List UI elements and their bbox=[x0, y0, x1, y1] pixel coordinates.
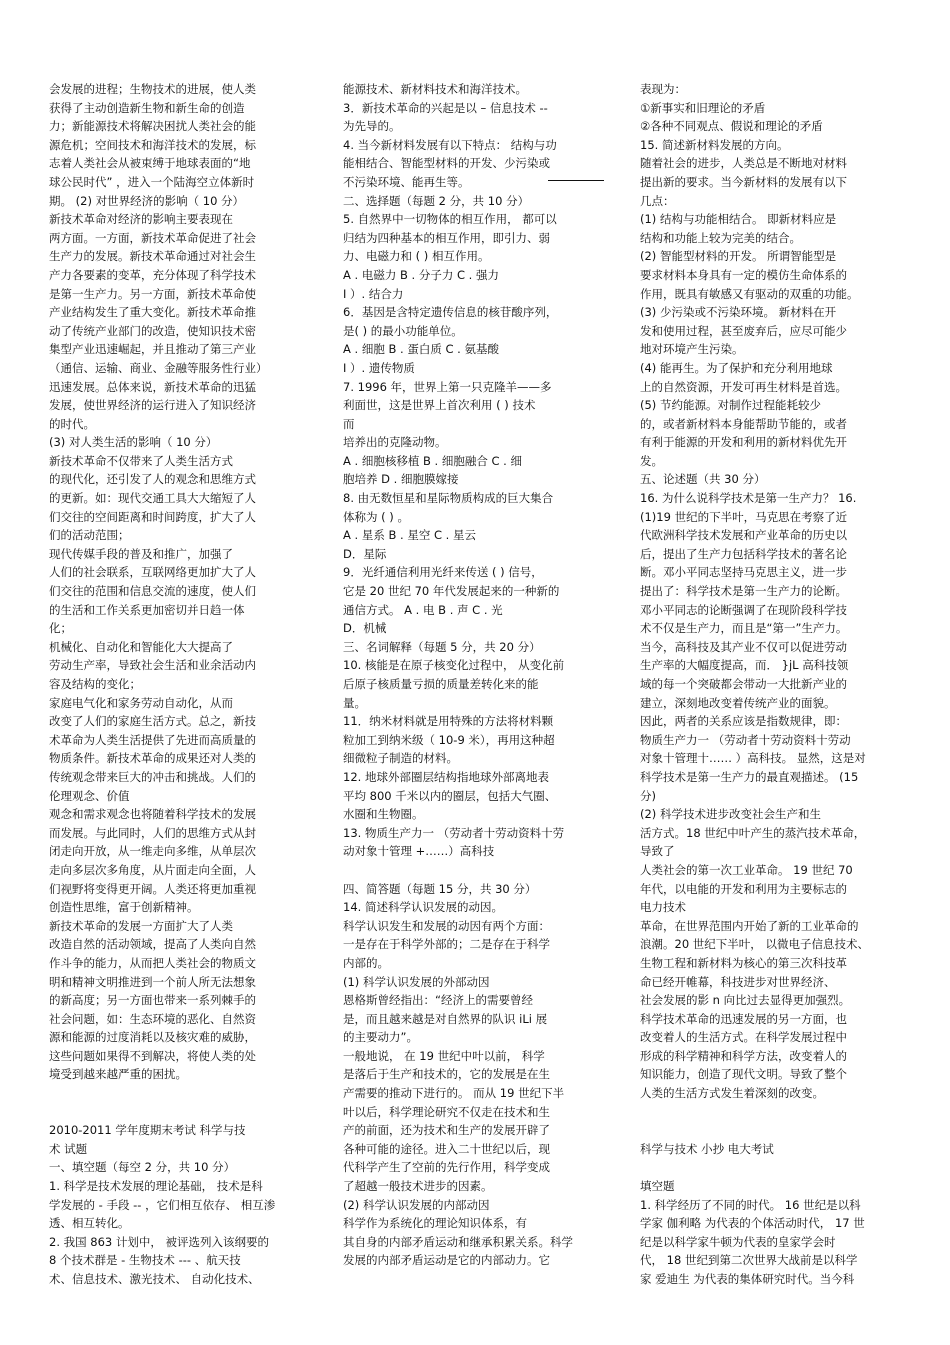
text-line: I ）. 结合力 bbox=[343, 286, 404, 301]
text-line: 浪潮。20 世纪下半叶， 以微电子信息技术、 bbox=[640, 937, 869, 952]
text-line: 学家 伽利略 为代表的个体活动时代， 17 世 bbox=[640, 1216, 865, 1231]
text-line: (2) 智能型材料的开发。 所谓智能型是 bbox=[640, 249, 837, 264]
text-line: 了超越一般技术进步的因素。 bbox=[343, 1179, 493, 1194]
text-line: 二、选择题（每题 2 分，共 10 分） bbox=[343, 193, 530, 208]
text-line: 6．基因是含特定遗传信息的核苷酸序列， bbox=[343, 305, 558, 320]
text-line: 分) bbox=[640, 788, 656, 803]
text-line: 的生活和工作关系更加密切并日趋一体 bbox=[49, 602, 245, 617]
text-line: 走向多层次多角度，从片面走向全面，人 bbox=[49, 862, 256, 877]
text-line: 1. 科学经历了不同的时代。 16 世纪是以科 bbox=[640, 1197, 861, 1212]
text-line: ①新事实和旧理论的矛盾 bbox=[640, 100, 766, 115]
text-line bbox=[343, 861, 608, 880]
text-line: 导致了 bbox=[640, 844, 675, 859]
text-line: A . 电磁力 B . 分子力 C . 强力 bbox=[343, 267, 499, 282]
text-line: (2) 科学认识发展的内部动因 bbox=[343, 1197, 490, 1212]
text-line: A . 细胞 B . 蛋白质 C . 氨基酸 bbox=[343, 342, 499, 357]
text-line: 集型产业迅速崛起，并且推动了第三产业 bbox=[49, 342, 256, 357]
text-line: 两方面。一方面，新技术革命促进了社会 bbox=[49, 230, 256, 245]
text-line: (5) 节约能源。对制作过程能耗较少 bbox=[640, 398, 821, 413]
text-line: 生产力的发展。新技术革命通过对社会生 bbox=[49, 249, 256, 264]
text-line: 归结为四种基本的相互作用，即引力、弱 bbox=[343, 230, 550, 245]
text-line: 生物工程和新材料为核心的第三次科技革 bbox=[640, 955, 847, 970]
text-line: 代欧洲科学技术发展和产业革命的历史以 bbox=[640, 528, 847, 543]
text-line: 能相结合、智能型材料的开发、少污染或 bbox=[343, 156, 550, 171]
text-line: 源危机；空间技术和海洋技术的发展，标 bbox=[49, 137, 256, 152]
text-line: 术 试题 bbox=[49, 1141, 88, 1156]
text-line: 们视野将变得更开阔。人类还将更加重视 bbox=[49, 881, 256, 896]
text-line: D．机械 bbox=[343, 621, 387, 636]
text-line: 改变着人的生活方式。在科学发展过程中 bbox=[640, 1030, 847, 1045]
text-line: 表现为： bbox=[640, 82, 686, 96]
text-line: 命已经开帷幕，科技进步对世界经济、 bbox=[640, 974, 836, 989]
text-line: 上的自然资源，开发可再生材料是首选。 bbox=[640, 379, 847, 394]
text-line: 结构和功能上较为完美的结合。 bbox=[640, 230, 801, 245]
text-line: 生产率的大幅度提高，而． }jL 高科技领 bbox=[640, 658, 849, 673]
text-line: 内部的。 bbox=[343, 955, 389, 970]
text-line: (3) 对人类生活的影响（ 10 分） bbox=[49, 435, 218, 450]
text-line: 产需要的推动下进行的。 而从 19 世纪下半 bbox=[343, 1086, 565, 1101]
text-line: 2010-2011 学年度期末考试 科学与技 bbox=[49, 1123, 246, 1138]
text-line: 代， 18 世纪到第二次世界大战前是以科学 bbox=[640, 1253, 858, 1268]
text-line: 7. 1996 年，世界上第一只克隆羊——多 bbox=[343, 379, 552, 394]
text-line: 后，提出了生产力包括科学技术的著名论 bbox=[640, 546, 847, 561]
text-line: 动了传统产业部门的改造，使知识技术密 bbox=[49, 323, 256, 338]
text-line: 提出新的要求。当今新材料的发展有以下 bbox=[640, 174, 847, 189]
text-line: 胞培养 D . 细胞膜嫁接 bbox=[343, 472, 459, 487]
text-line: 因此，两者的关系应该是指数规律，即： bbox=[640, 714, 847, 729]
text-line: 发展的内部矛盾运动是它的内部动力。它 bbox=[343, 1253, 550, 1268]
text-line: 化； bbox=[49, 621, 72, 636]
text-line: 提出了：科学技术是第一生产力的论断。 bbox=[640, 584, 847, 599]
text-line: 各种可能的途径。进入二十世纪以后，现 bbox=[343, 1141, 550, 1156]
text-line: A . 星系 B . 星空 C . 星云 bbox=[343, 528, 476, 543]
text-line: 邓小平同志的论断强调了在现阶段科学技 bbox=[640, 602, 847, 617]
text-line: D．星际 bbox=[343, 546, 387, 561]
text-line: 家庭电气化和家务劳动自动化，从而 bbox=[49, 695, 233, 710]
text-line: 它是 20 世纪 70 年代发展起来的一种新的 bbox=[343, 584, 560, 599]
text-line: 人类社会的第一次工业革命。 19 世纪 70 bbox=[640, 862, 853, 877]
text-line: 明和精神文明推进到一个前人所无法想象 bbox=[49, 974, 256, 989]
text-line: 8 个技术群是 - 生物技术 --- 、航天技 bbox=[49, 1253, 241, 1268]
text-line: 量。 bbox=[343, 695, 366, 710]
text-line: 期。 (2) 对世界经济的影响（ 10 分） bbox=[49, 193, 245, 208]
text-line: 人类的生活方式发生着深刻的改变。 bbox=[640, 1086, 824, 1101]
text-line: 革命，在世界范围内开始了新的工业革命的 bbox=[640, 918, 859, 933]
text-line: 一、填空题（每空 2 分，共 10 分） bbox=[49, 1160, 236, 1175]
text-line: (2) 科学技术进步改变社会生产和生 bbox=[640, 807, 821, 822]
text-line: 作用，既具有敏感又有驱动的双重的功能。 bbox=[640, 286, 859, 301]
text-line: (1)19 世纪的下半叶，马克思在考察了近 bbox=[640, 509, 848, 524]
text-line: 术、信息技术、激光技术、 自动化技术、 bbox=[49, 1272, 260, 1286]
text-line bbox=[49, 1084, 314, 1103]
text-line: 能源技术、新材料技术和海洋技术。 bbox=[343, 82, 527, 96]
text-line: 观念和需求观念也将随着科学技术的发展 bbox=[49, 807, 256, 822]
text-line: 人们的社会联系，互联网络更加扩大了人 bbox=[49, 565, 256, 580]
text-line: 获得了主动创造新生物和新生命的创造 bbox=[49, 100, 245, 115]
text-line: 的时代。 bbox=[49, 416, 95, 431]
text-line: 1. 科学是技术发展的理论基础， 技术是科 bbox=[49, 1179, 263, 1194]
text-line: 2. 我国 863 计划中， 被评选列入该纲要的 bbox=[49, 1234, 270, 1249]
text-line: 当今，高科技及其产业不仅可以促进劳动 bbox=[640, 639, 847, 654]
text-line: 改变了人们的家庭生活方式。总之，新技 bbox=[49, 714, 256, 729]
text-line: 叶以后，科学理论研究不仅走在技术和生 bbox=[343, 1104, 550, 1119]
text-line: 其自身的内部矛盾运动和继承积累关系。科学 bbox=[343, 1234, 573, 1249]
text-line: 们交往的空间距离和时间跨度，扩大了人 bbox=[49, 509, 256, 524]
text-line: 是，而且越来越是对自然界的队识 iLi 展 bbox=[343, 1011, 548, 1026]
text-line: 物质条件。新技术革命的成果还对人类的 bbox=[49, 751, 256, 766]
text-line: 而 bbox=[343, 416, 355, 431]
text-line: 产的前面，还为技术和生产的发展开辟了 bbox=[343, 1123, 550, 1138]
text-line: 新技术革命对经济的影响主要表现在 bbox=[49, 212, 233, 227]
text-line: 改造自然的活动领域，提高了人类向自然 bbox=[49, 937, 256, 952]
text-line: 8. 由无数恒星和星际物质构成的巨大集合 bbox=[343, 491, 554, 506]
text-line: 容及结构的变化； bbox=[49, 677, 141, 691]
text-line: 闭走向开放，从一维走向多维，从单层次 bbox=[49, 844, 256, 859]
text-line: 要求材料本身具有一定的模仿生命体系的 bbox=[640, 267, 847, 282]
text-line: 的，或者新材料本身能帮助节能的，或者 bbox=[640, 416, 847, 431]
text-line: 对象十管理十…… ）高科技。 显然，这是对 bbox=[640, 751, 866, 766]
text-line: 科学技术是第一生产力的最直观描述。 (15 bbox=[640, 769, 859, 784]
text-line: 科学作为系统化的理论知识体系，有 bbox=[343, 1216, 527, 1231]
text-line: 有利于能源的开发和利用的新材料优先开 bbox=[640, 435, 847, 450]
text-line: 劳动生产率，导致社会生活和业余活动内 bbox=[49, 658, 256, 673]
text-line: 境受到越来越严重的困扰。 bbox=[49, 1067, 187, 1082]
text-line: 粒加工到纳米级（ 10-9 米），再用这种超 bbox=[343, 732, 555, 747]
text-line: 动对象十管理 +……）高科技 bbox=[343, 844, 495, 859]
text-line: 三、名词解释（每题 5 分，共 20 分） bbox=[343, 639, 541, 654]
text-line: 产业结构发生了重大变化。新技术革命推 bbox=[49, 305, 256, 320]
text-line: 细微粒子制造的材料。 bbox=[343, 751, 458, 766]
column-left bbox=[49, 80, 314, 1289]
text-line: 们交往的范围和信息交流的速度，使人们 bbox=[49, 584, 256, 599]
text-line: 一是存在于科学外部的；二是存在于科学 bbox=[343, 937, 550, 952]
text-line: 发展，使世界经济的运行进入了知识经济 bbox=[49, 398, 256, 413]
text-line: 电力技术 bbox=[640, 900, 686, 915]
text-line: 的现代化，还引发了人的观念和思维方式 bbox=[49, 472, 256, 487]
text-line: 志着人类社会从被束缚于地球表面的“地 bbox=[49, 156, 251, 171]
text-line: 随着社会的进步，人类总是不断地对材料 bbox=[640, 156, 847, 171]
text-line: 现代传媒手段的普及和推广，加强了 bbox=[49, 546, 233, 561]
text-line: 水圈和生物圈。 bbox=[343, 807, 424, 822]
text-line: 10. 核能是在原子核变化过程中， 从变化前 bbox=[343, 658, 565, 673]
text-line: 不污染环境、能再生等。 bbox=[343, 174, 470, 189]
text-line: 断。邓小平同志坚持马克思主义，进一步 bbox=[640, 565, 847, 580]
text-line: 13. 物质生产力一 （劳动者十劳动资料十劳 bbox=[343, 825, 565, 840]
text-line: 通信方式。 A . 电 B . 声 C . 光 bbox=[343, 602, 503, 617]
text-line: 15. 简述新材料发展的方向。 bbox=[640, 137, 789, 152]
text-line: 年代，以电能的开发和利用为主要标志的 bbox=[640, 881, 847, 896]
text-line bbox=[49, 1103, 314, 1122]
text-line: 创造性思维，富于创新精神。 bbox=[49, 900, 199, 915]
column-right bbox=[640, 80, 905, 1289]
text-line: 物质生产力一 （劳动者十劳动资料十劳动 bbox=[640, 732, 851, 747]
text-line: 科学认识发生和发展的动因有两个方面： bbox=[343, 918, 550, 933]
text-line: 的更新。如：现代交通工具大大缩短了人 bbox=[49, 491, 256, 506]
text-line: 域的每一个突破都会带动一大批新产业的 bbox=[640, 677, 847, 691]
text-line: 12. 地球外部圈层结构指地球外部离地表 bbox=[343, 769, 549, 784]
text-line: 地对环境产生污染。 bbox=[640, 342, 744, 357]
text-line: 9．光纤通信利用光纤来传送 ( ) 信号， bbox=[343, 565, 543, 580]
text-line: 一般地说， 在 19 世纪中叶以前， 科学 bbox=[343, 1048, 545, 1063]
text-line: 利面世，这是世界上首次利用 ( ) 技术 bbox=[343, 398, 536, 413]
text-line: ②各种不同观点、假说和理论的矛盾 bbox=[640, 119, 823, 134]
text-line: 产力各要素的变革，充分体现了科学技术 bbox=[49, 267, 256, 282]
text-line: （通信、运输、商业、金融等服务性行业） bbox=[49, 360, 268, 375]
text-line: 平均 800 千米以内的圈层，包括大气圈、 bbox=[343, 788, 557, 803]
text-line: 5. 自然界中一切物体的相互作用， 都可以 bbox=[343, 212, 557, 227]
text-line: 作斗争的能力，从而把人类社会的物质文 bbox=[49, 955, 256, 970]
text-line: 是落后于生产和技术的，它的发展是在生 bbox=[343, 1067, 550, 1082]
text-line: 14. 简述科学认识发展的动因。 bbox=[343, 900, 503, 915]
text-line: 建立，深刻地改变着传统产业的面貌。 bbox=[640, 695, 836, 710]
text-line: 3．新技术革命的兴起是以 – 信息技术 -- bbox=[343, 100, 548, 115]
text-line: 术革命为人类生活提供了先进而高质量的 bbox=[49, 732, 256, 747]
text-line: 迅速发展。总体来说，新技术革命的迅猛 bbox=[49, 379, 256, 394]
text-line: (1) 结构与功能相结合。 即新材料应是 bbox=[640, 212, 837, 227]
text-line: 知识能力，创造了现代文明。导致了整个 bbox=[640, 1067, 847, 1082]
text-line: 家 爱迪生 为代表的集体研究时代。当今科 bbox=[640, 1272, 855, 1286]
text-line: (4) 能再生。为了保护和充分利用地球 bbox=[640, 360, 833, 375]
text-line: 新技术革命不仅带来了人类生活方式 bbox=[49, 453, 233, 468]
text-line: 体称为 ( ) 。 bbox=[343, 509, 409, 524]
text-line: 术不仅是生产力，而且是“第一”生产力。 bbox=[640, 621, 848, 636]
text-line: 学发展的 - 手段 -- ，它们相互依存、 相互渗 bbox=[49, 1197, 276, 1212]
text-line: 为先导的。 bbox=[343, 119, 401, 134]
text-line: 源和能源的过度消耗以及核灾难的威胁， bbox=[49, 1030, 256, 1045]
text-line bbox=[640, 1158, 905, 1177]
text-line: 代科学产生了空前的先行作用，科学变成 bbox=[343, 1160, 550, 1175]
text-line: 发。 bbox=[640, 453, 663, 468]
text-line: 力、电磁力和 ( ) 相互作用。 bbox=[343, 249, 490, 264]
column-middle bbox=[343, 80, 608, 1270]
text-line: 四、简答题（每题 15 分，共 30 分） bbox=[343, 881, 537, 896]
text-line: 们的活动范围； bbox=[49, 528, 130, 543]
underline-mark bbox=[548, 180, 604, 181]
text-line: I ）. 遗传物质 bbox=[343, 360, 415, 375]
text-line: 的主要动力”。 bbox=[343, 1030, 418, 1045]
text-line: (3) 少污染或不污染环境。 新材料在开 bbox=[640, 305, 837, 320]
text-line: 会发展的进程；生物技术的进展，使人类 bbox=[49, 82, 256, 96]
text-line: 是( ) 的最小功能单位。 bbox=[343, 323, 463, 338]
text-line: 4. 当今新材料发展有以下特点： 结构与功 bbox=[343, 137, 557, 152]
text-line: 伦理观念、价值 bbox=[49, 788, 130, 803]
text-line: 力；新能源技术将解决困扰人类社会的能 bbox=[49, 119, 256, 134]
text-line: 透、相互转化。 bbox=[49, 1216, 130, 1231]
text-line: 机械化、自动化和智能化大大提高了 bbox=[49, 639, 233, 654]
text-line: 培养出的克隆动物。 bbox=[343, 435, 447, 450]
text-line: 的新高度；另一方面也带来一系列棘手的 bbox=[49, 993, 256, 1008]
text-line: 科学与技术 小抄 电大考试 bbox=[640, 1141, 774, 1156]
text-line: 这些问题如果得不到解决，将使人类的处 bbox=[49, 1048, 256, 1063]
text-line: 后原子核质量亏损的质量差转化来的能 bbox=[343, 677, 539, 691]
text-line: 五、论述题（共 30 分） bbox=[640, 472, 766, 487]
text-line bbox=[640, 1103, 905, 1122]
text-line: 恩格斯曾经指出：“经济上的需要曾经 bbox=[343, 993, 533, 1008]
text-line: 形成的科学精神和科学方法，改变着人的 bbox=[640, 1048, 847, 1063]
text-line: 社会发展的影 n 向比过去显得更加强烈。 bbox=[640, 993, 851, 1008]
text-line: A . 细胞核移植 B . 细胞融合 C . 细 bbox=[343, 453, 522, 468]
text-line: 填空题 bbox=[640, 1179, 675, 1194]
text-line: 发和使用过程，甚至废弃后，应尽可能少 bbox=[640, 323, 847, 338]
text-line: 传统观念带来巨大的冲击和挑战。人们的 bbox=[49, 769, 256, 784]
text-line: 球公民时代” ，进入一个陆海空立体新时 bbox=[49, 174, 255, 189]
text-line: 纪是以科学家牛顿为代表的皇家学会时 bbox=[640, 1234, 836, 1249]
text-line: 活方式。18 世纪中叶产生的蒸汽技术革命， bbox=[640, 825, 866, 840]
text-line: 11．纳米材料就是用特殊的方法将材料颗 bbox=[343, 714, 554, 729]
text-line bbox=[640, 1121, 905, 1140]
text-line: 是第一生产力。另一方面，新技术革命使 bbox=[49, 286, 256, 301]
text-line: (1) 科学认识发展的外部动因 bbox=[343, 974, 490, 989]
text-line: 社会问题，如：生态环境的恶化、自然资 bbox=[49, 1011, 256, 1026]
text-line: 16. 为什么说科学技术是第一生产力？ 16. bbox=[640, 491, 857, 506]
text-line: 新技术革命的发展一方面扩大了人类 bbox=[49, 918, 233, 933]
text-line: 几点： bbox=[640, 193, 675, 208]
text-line: 而发展。与此同时，人们的思维方式从封 bbox=[49, 825, 256, 840]
text-line: 科学技术革命的迅速发展的另一方面，也 bbox=[640, 1011, 847, 1026]
